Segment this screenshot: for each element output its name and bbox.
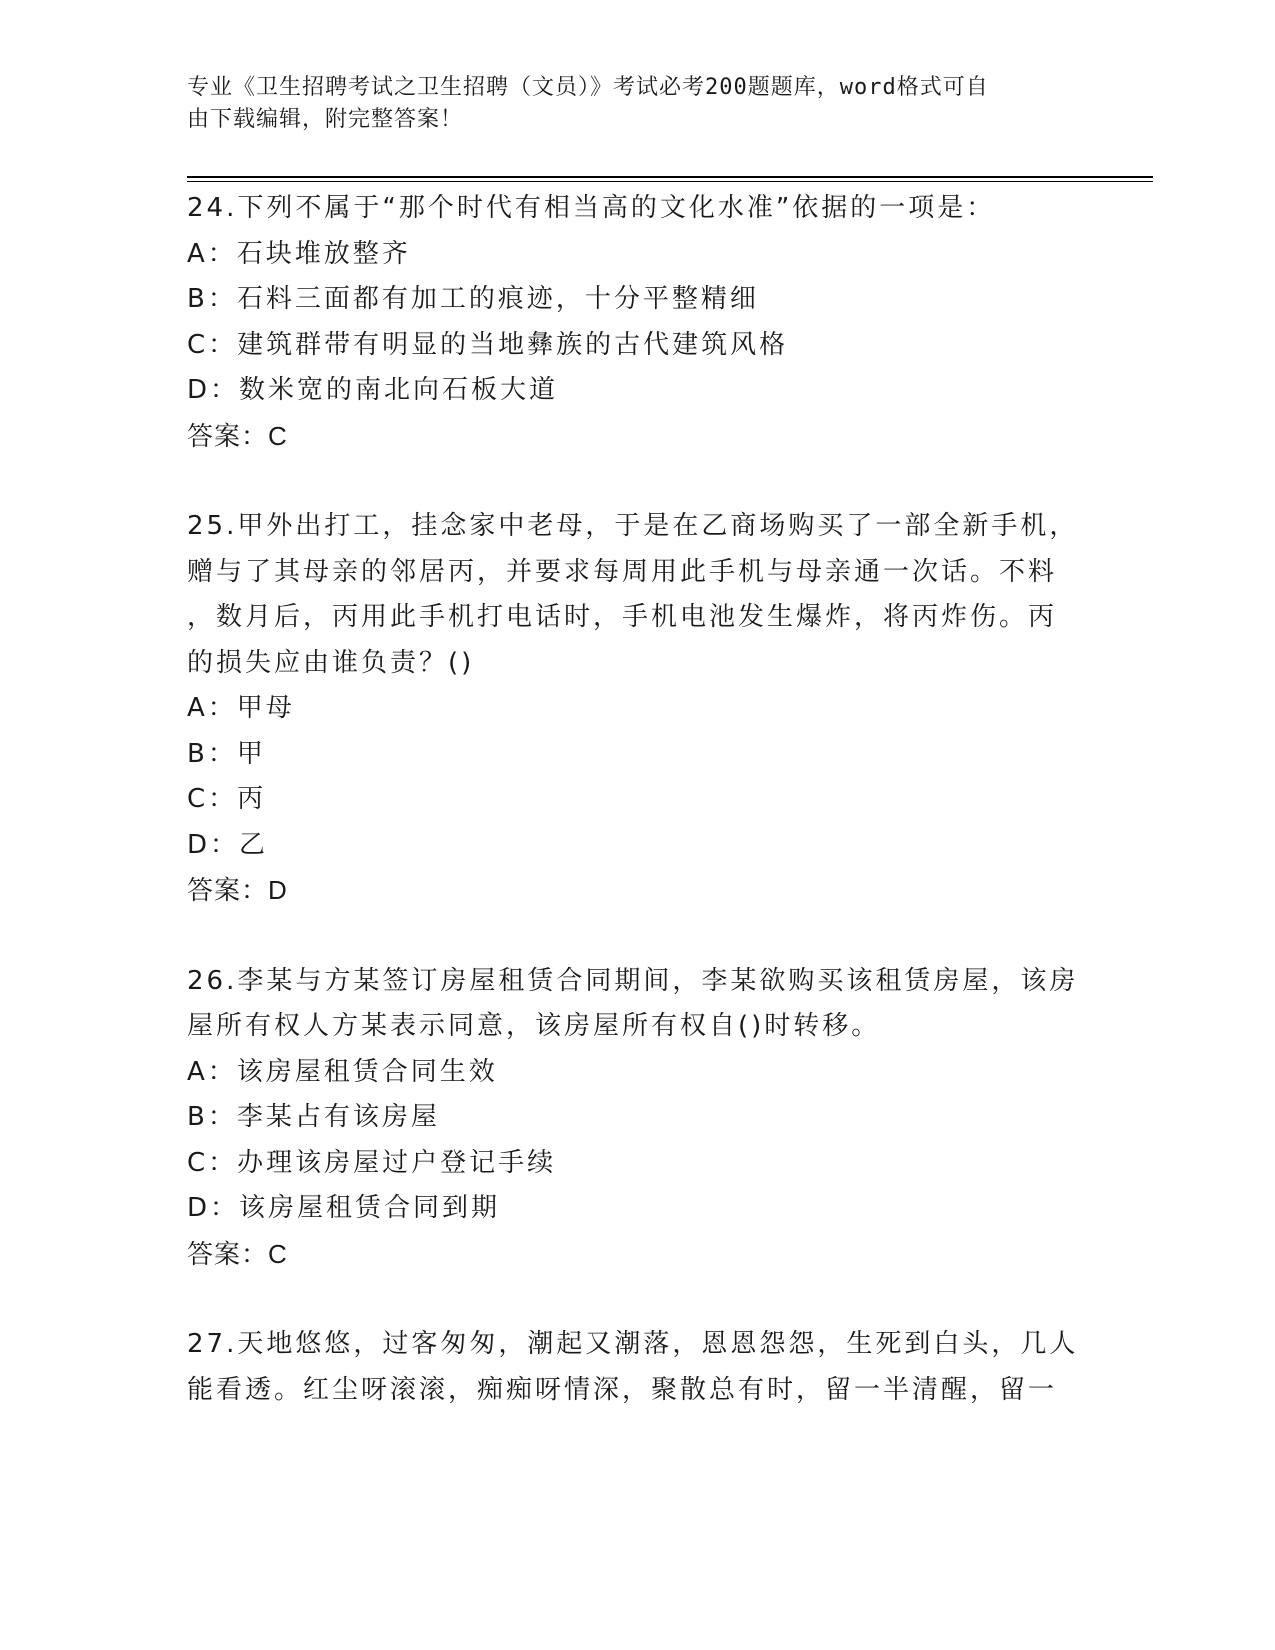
question-26 xyxy=(187,959,1087,1278)
option-b: B：甲 xyxy=(187,738,266,769)
header-divider-thick xyxy=(187,176,1153,178)
question-27 xyxy=(187,1322,1087,1413)
question-text: 24.下列不属于“那个时代有相当高的文化水准”依据的一项是： xyxy=(187,193,996,223)
option-c: C：建筑群带有明显的当地彝族的古代建筑风格 xyxy=(187,329,789,360)
option-d: D：该房屋租赁合同到期 xyxy=(187,1193,501,1223)
answer: 答案：C xyxy=(187,420,288,451)
question-text: 的损失应由谁负责？() xyxy=(187,647,475,678)
question-text: 26.李某与方某签订房屋租赁合同期间，李某欲购买该租赁房屋，该房 xyxy=(187,965,1079,996)
answer: 答案：D xyxy=(187,875,288,905)
header-divider-thin xyxy=(187,181,1153,182)
header-line-1: 专业《卫生招聘考试之卫生招聘（文员）》考试必考200题题库，word格式可自 xyxy=(187,75,989,100)
answer: 答案：C xyxy=(187,1238,288,1269)
option-a: A：该房屋租赁合同生效 xyxy=(187,1056,498,1087)
question-text: 27.天地悠悠，过客匆匆，潮起又潮落，恩恩怨怨，生死到白头，几人 xyxy=(187,1329,1079,1359)
question-text: 赠与了其母亲的邻居丙，并要求每周用此手机与母亲通一次话。不料 xyxy=(187,556,1058,587)
option-c: C：丙 xyxy=(187,784,267,814)
question-text: ，数月后，丙用此手机打电话时，手机电池发生爆炸，将丙炸伤。丙 xyxy=(187,602,1058,632)
document-header xyxy=(187,72,1067,136)
question-text: 25.甲外出打工，挂念家中老母，于是在乙商场购买了一部全新手机， xyxy=(187,511,1079,541)
option-b: B：李某占有该房屋 xyxy=(187,1102,440,1132)
option-a: A：石块堆放整齐 xyxy=(187,238,411,269)
question-24 xyxy=(187,186,1087,459)
header-line-2: 由下载编辑，附完整答案！ xyxy=(187,107,464,132)
question-list xyxy=(187,186,1087,1413)
option-b: B：石料三面都有加工的痕迹，十分平整精细 xyxy=(187,284,759,314)
spacer xyxy=(187,459,1087,504)
spacer xyxy=(187,914,1087,959)
option-d: D：数米宽的南北向石板大道 xyxy=(187,375,559,405)
question-25 xyxy=(187,504,1087,914)
option-d: D：乙 xyxy=(187,829,269,860)
spacer xyxy=(187,1277,1087,1322)
question-text: 能看透。红尘呀滚滚，痴痴呀情深，聚散总有时，留一半清醒，留一 xyxy=(187,1374,1058,1405)
option-c: C：办理该房屋过户登记手续 xyxy=(187,1147,557,1178)
question-text: 屋所有权人方某表示同意，该房屋所有权自()时转移。 xyxy=(187,1011,881,1041)
option-a: A：甲母 xyxy=(187,693,295,723)
